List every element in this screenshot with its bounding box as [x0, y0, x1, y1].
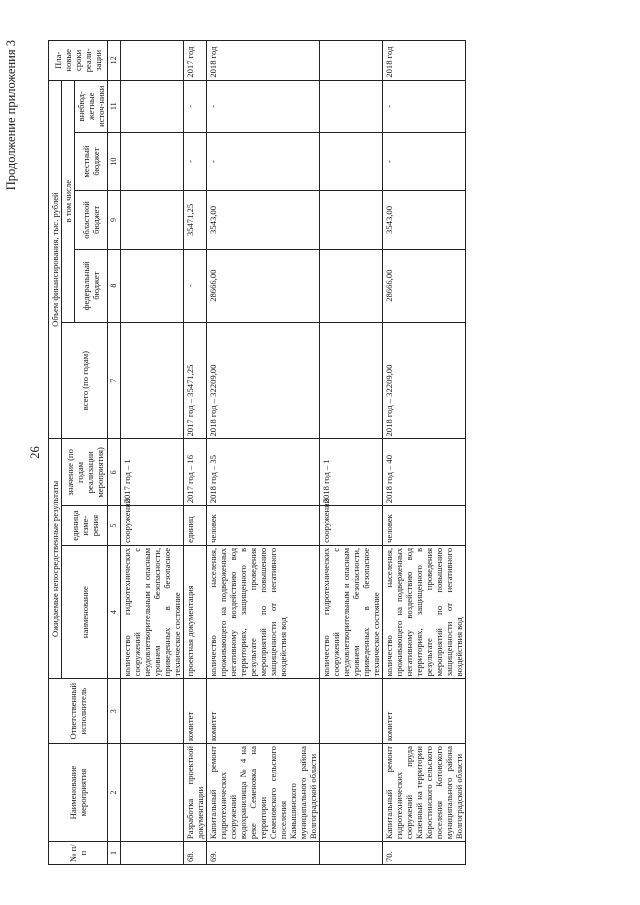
row-fin-total: 2018 год – 32209,00 [207, 322, 320, 439]
header-fin-regional: областной бюджет [75, 191, 108, 249]
row-fin-total [320, 322, 383, 439]
row-result-unit: сооружений [320, 506, 383, 546]
header-measure-name: Наименование мероприятия [49, 744, 108, 842]
row-result-name: проектная документация [184, 545, 207, 679]
row-num: 68. [184, 842, 207, 865]
row-result-name: количество населения, проживающего на подверженных негативному воздействию вод территориях, защищенного в результате проведения мероприятий по повышению защищенности от негативного воздействия вод [207, 545, 320, 679]
header-results: Ожидаемые непосредственные результаты [49, 439, 62, 679]
row-fin-federal [121, 249, 184, 322]
row-terms [320, 41, 383, 81]
row-fin-regional: 3543,00 [383, 191, 466, 249]
row-terms: 2017 год [184, 41, 207, 81]
row-result-value: 2018 год – 1 [320, 439, 383, 506]
row-executor: комитет [207, 679, 320, 744]
row-fin-extrabudget: - [207, 80, 320, 132]
row-result-name: количество гидротехнических сооружений с неудовлетворительным и опасным уровнем безопасности, приведенных в безопасное техническое состояние [320, 545, 383, 679]
header-financing: Объем финансирования, тыс. рублей [49, 80, 62, 439]
row-result-unit: человек [207, 506, 320, 546]
row-fin-local: - [184, 132, 207, 190]
row-executor [320, 679, 383, 744]
row-fin-extrabudget [320, 80, 383, 132]
header-fin-local: местный бюджет [75, 132, 108, 190]
header-fin-federal: федеральный бюджет [75, 249, 108, 322]
row-fin-total: 2018 год – 32209,00 [383, 322, 466, 439]
header-fin-extrabudget: внебюд-жетные источ-ники [75, 80, 108, 132]
row-fin-regional: 3543,00 [207, 191, 320, 249]
header-result-unit: единица изме-рения [62, 506, 108, 546]
row-result-value: 2017 год – 1 [121, 439, 184, 506]
table-row [184, 41, 207, 865]
column-index: 5 [108, 506, 121, 546]
column-index: 10 [108, 132, 121, 190]
row-fin-extrabudget: - [184, 80, 207, 132]
header-num: № п/п [49, 842, 108, 865]
column-index: 11 [108, 80, 121, 132]
row-fin-regional [320, 191, 383, 249]
row-fin-regional: 35471,25 [184, 191, 207, 249]
header-terms: Пла-новые сроки реали-зации [49, 41, 108, 81]
column-index: 6 [108, 439, 121, 506]
row-result-value: 2017 год – 16 [184, 439, 207, 506]
row-fin-federal: - [184, 249, 207, 322]
row-terms [121, 41, 184, 81]
row-fin-local: - [207, 132, 320, 190]
row-fin-local [320, 132, 383, 190]
appendix-caption: Продолжение приложения 3 [4, 40, 18, 191]
header-result-value: значение (по годам реализации мероприятия) [62, 439, 108, 506]
row-fin-federal [320, 249, 383, 322]
row-fin-local: - [383, 132, 466, 190]
row-fin-federal: 28666,00 [383, 249, 466, 322]
table-row [383, 41, 466, 865]
row-terms: 2018 год [207, 41, 320, 81]
page-number: 26 [28, 446, 42, 459]
row-result-value: 2018 год – 35 [207, 439, 320, 506]
row-result-value: 2018 год – 40 [383, 439, 466, 506]
row-fin-federal: 28666,00 [207, 249, 320, 322]
header-fin-total: всего (по годам) [62, 322, 108, 439]
program-table [48, 40, 466, 865]
row-terms: 2018 год [383, 41, 466, 81]
row-result-name: количество населения, проживающего на подверженных негативному воздействию вод территориях, защищенного в результате проведения мероприятий по повышению защищенности от негативного воздействия вод [383, 545, 466, 679]
row-fin-extrabudget [121, 80, 184, 132]
row-measure-name [121, 744, 184, 842]
table-row [320, 41, 383, 865]
row-executor [121, 679, 184, 744]
column-index: 8 [108, 249, 121, 322]
row-num [320, 842, 383, 865]
row-fin-total: 2017 год – 35471,25 [184, 322, 207, 439]
row-measure-name: Капитальный ремонт гидротехнических сооружений водохранилища № 4 на реке Семеновка на территории Семеновского сельского поселения Камышинского муниципального района Волгоградской области [207, 744, 320, 842]
column-index: 2 [108, 744, 121, 842]
row-executor: комитет [383, 679, 466, 744]
row-num [121, 842, 184, 865]
header-executor: Ответственный исполнитель [49, 679, 108, 744]
column-index: 9 [108, 191, 121, 249]
row-fin-extrabudget: - [383, 80, 466, 132]
row-fin-total [121, 322, 184, 439]
row-result-unit: человек [383, 506, 466, 546]
row-num: 69. [207, 842, 320, 865]
column-index: 3 [108, 679, 121, 744]
column-index: 4 [108, 545, 121, 679]
row-measure-name: Разработка проектной документации [184, 744, 207, 842]
row-result-unit: единиц [184, 506, 207, 546]
row-num: 70. [383, 842, 466, 865]
header-result-name: наименование [62, 545, 108, 679]
column-index: 1 [108, 842, 121, 865]
row-result-name: количество гидротехнических сооружений с неудовлетворительным и опасным уровнем безопасности, приведенных в безопасное техническое состояние [121, 545, 184, 679]
row-fin-regional [121, 191, 184, 249]
column-index: 7 [108, 322, 121, 439]
row-result-unit: сооружений [121, 506, 184, 546]
row-measure-name [320, 744, 383, 842]
row-measure-name: Капитальный ремонт гидротехнических сооружений пруда Казенный на территории Коростинского сельского поселения Котовского муниципального района Волгоградской области [383, 744, 466, 842]
row-executor: комитет [184, 679, 207, 744]
row-fin-local [121, 132, 184, 190]
table-row [207, 41, 320, 865]
table-row [121, 41, 184, 865]
column-index: 12 [108, 41, 121, 81]
header-fin-including: в том числе [62, 80, 75, 322]
